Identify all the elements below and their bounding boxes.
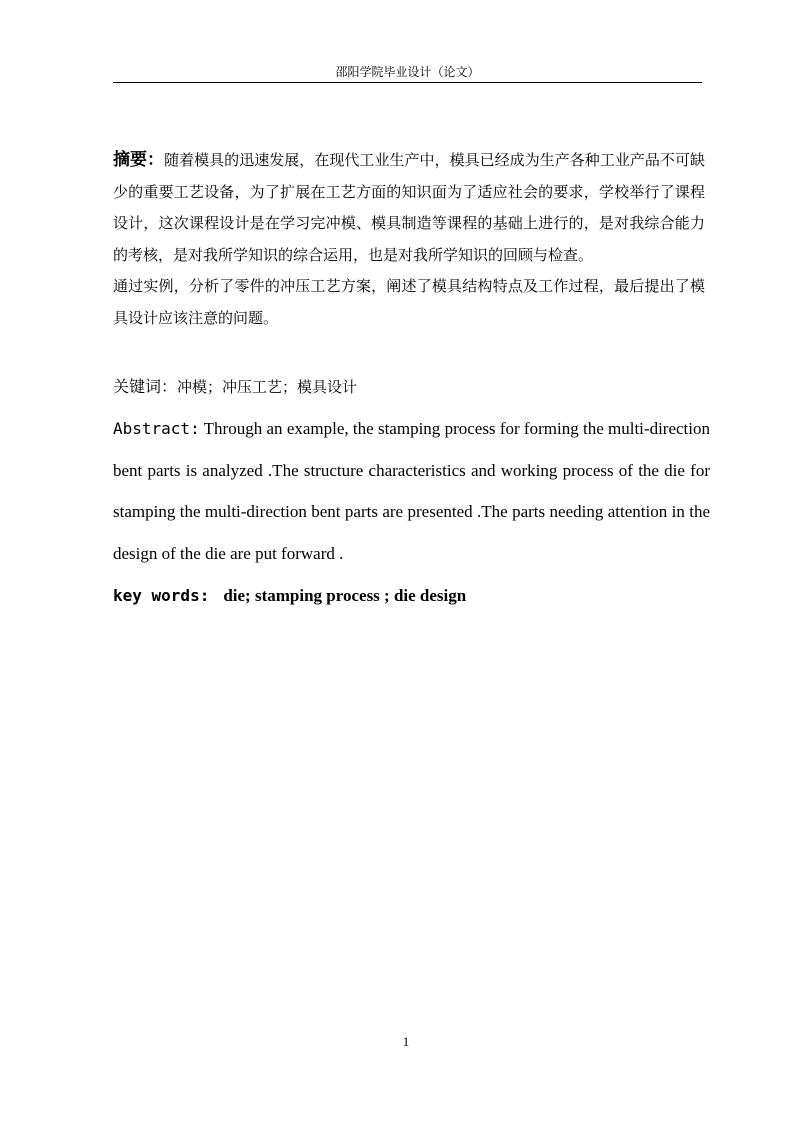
chinese-keywords-label: 关键词： (113, 377, 178, 396)
chinese-abstract (113, 145, 705, 334)
chinese-abstract-text-1: 随着模具的迅速发展，在现代工业生产中，模具已经成为生产各种工业产品不可缺少的重要工艺设备，为了扩展在工艺方面的知识面为了适应社会的要求，学校举行了课程设计，这次课程设计是在学习完冲模、模具制造等课程的基础上进行的，是对我综合能力的考核，是对我所学知识的综合运用，也是对我所学知识的回顾与检查。 (113, 151, 705, 264)
english-keywords (113, 581, 705, 611)
english-abstract-text: Through an example, the stamping process for forming the multi-direction bent parts is analyzed .The structure characteristics and working process of the die for stamping the multi-direction bent parts are presented .The parts needing attention in the design of the die are put forward . (113, 419, 710, 563)
english-keywords-value: die; stamping process ; die design (223, 586, 467, 605)
chinese-abstract-label: 摘要： (113, 150, 165, 170)
page-number: 1 (402, 1034, 410, 1049)
header-rule (113, 82, 702, 83)
english-keywords-label: key words: (113, 586, 210, 605)
english-abstract-label: Abstract: (113, 419, 200, 438)
chinese-keywords-value: 冲模；冲压工艺；模具设计 (177, 378, 358, 396)
chinese-abstract-paragraph-2: 通过实例，分析了零件的冲压工艺方案，阐述了模具结构特点及工作过程，最后提出了模具设计应该注意的问题。 (113, 277, 705, 327)
chinese-keywords (113, 372, 705, 402)
page-header: 邵阳学院毕业设计（论文） (335, 65, 480, 79)
chinese-abstract-paragraph-1 (113, 145, 705, 271)
english-abstract (113, 408, 710, 574)
